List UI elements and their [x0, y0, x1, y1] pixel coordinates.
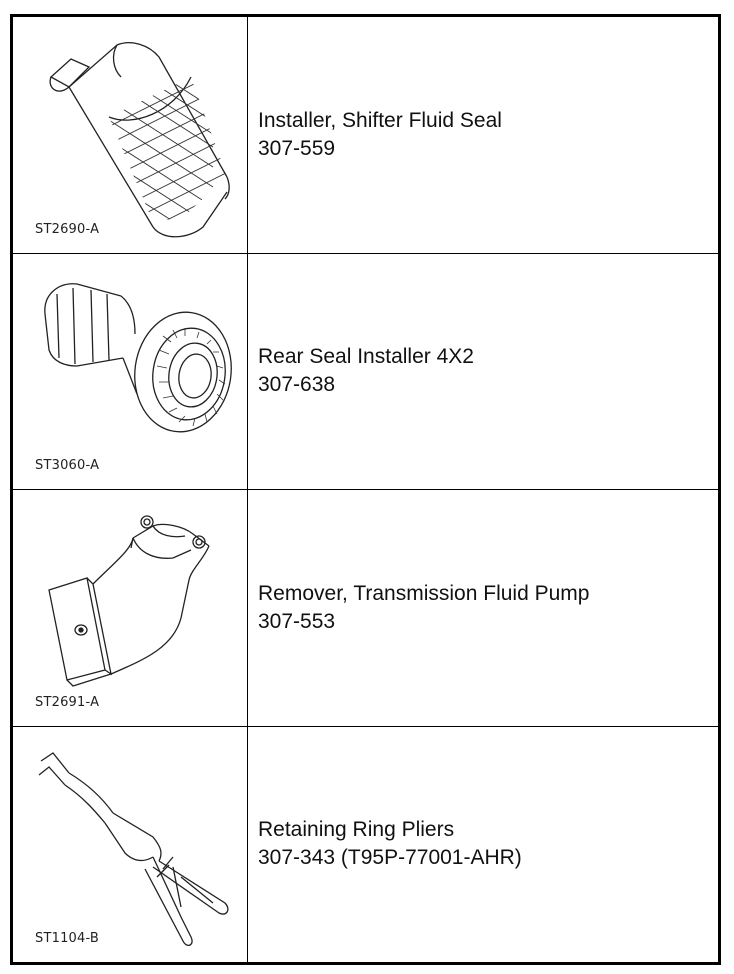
- retaining-ring-pliers-icon: [13, 727, 248, 963]
- tool-image-cell: [13, 727, 248, 963]
- tool-row: [13, 489, 718, 726]
- shifter-seal-installer-icon: [13, 17, 248, 253]
- tool-image-cell: [13, 254, 248, 490]
- tool-name: Rear Seal Installer 4X2: [258, 345, 474, 369]
- tool-description: [248, 254, 718, 490]
- tool-description: [248, 490, 718, 726]
- tool-description: [248, 727, 718, 963]
- tool-illustration-code: ST2691-A: [35, 694, 100, 710]
- tool-row: [13, 726, 718, 963]
- tool-illustration-code: ST2690-A: [35, 221, 100, 237]
- tool-row: [13, 17, 718, 253]
- rear-seal-installer-icon: [13, 254, 248, 490]
- special-tools-table: [10, 14, 721, 965]
- tool-name: Remover, Transmission Fluid Pump: [258, 581, 590, 605]
- tool-row: [13, 253, 718, 490]
- tool-illustration-code: ST1104-B: [35, 931, 100, 946]
- fluid-pump-remover-icon: [13, 490, 248, 726]
- tool-illustration-code: ST3060-A: [35, 458, 100, 473]
- tool-name: Installer, Shifter Fluid Seal: [258, 108, 502, 132]
- tool-part-number: 307-638: [258, 373, 336, 397]
- tool-part-number: 307-343 (T95P-77001-AHR): [258, 846, 522, 870]
- tool-part-number: 307-553: [258, 609, 336, 633]
- tool-part-number: 307-559: [258, 136, 336, 160]
- tool-description: [248, 17, 718, 253]
- tool-image-cell: [13, 490, 248, 726]
- tool-image-cell: [13, 17, 248, 253]
- tool-name: Retaining Ring Pliers: [258, 818, 455, 842]
